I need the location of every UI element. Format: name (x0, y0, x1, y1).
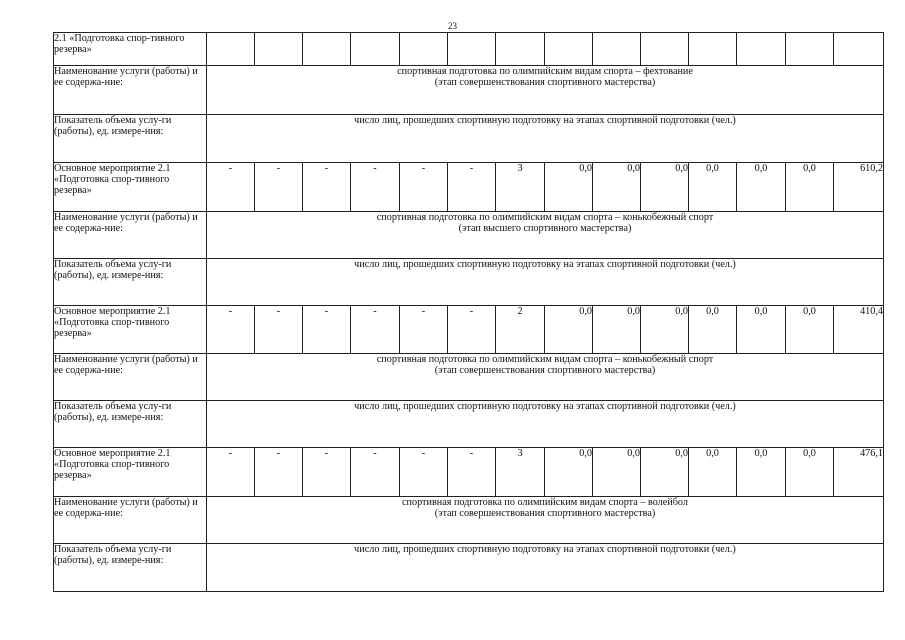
cell: 610,2 (834, 163, 884, 212)
service-name-label: Наименование услуги (работы) и ее содержа-ние: (54, 354, 207, 401)
service-title: спортивная подготовка по олимпийским видам спорта – фехтование (397, 66, 693, 77)
indicator-label: Показатель объема услу-ги (работы), ед. измере-ния: (54, 544, 207, 592)
cell (786, 33, 834, 66)
cell (255, 33, 303, 66)
service-stage: (этап совершенствования спортивного мастерства) (434, 365, 656, 376)
row-label: Основное мероприятие 2.1 «Подготовка спор-тивного резерва» (54, 163, 207, 212)
cell: - (400, 163, 448, 212)
cell: - (400, 448, 448, 497)
service-stage: (этап совершенствования спортивного мастерства) (434, 508, 656, 519)
cell (400, 33, 448, 66)
table-row (54, 33, 884, 66)
cell: - (255, 448, 303, 497)
cell (593, 33, 641, 66)
cell: 476,1 (834, 448, 884, 497)
service-stage: (этап высшего спортивного мастерства) (458, 223, 632, 234)
table-row (54, 354, 884, 401)
cell: 0,0 (593, 163, 641, 212)
table-row (54, 306, 884, 354)
cell: 0,0 (641, 163, 689, 212)
services-table (53, 32, 884, 592)
service-name-label: Наименование услуги (работы) и ее содержа-ние: (54, 66, 207, 115)
cell: - (207, 163, 255, 212)
service-description (207, 354, 884, 401)
cell: - (303, 448, 351, 497)
service-title: спортивная подготовка по олимпийским видам спорта – волейбол (402, 497, 688, 508)
cell (689, 33, 737, 66)
cell: 0,0 (641, 448, 689, 497)
cell (496, 33, 545, 66)
service-name-label: Наименование услуги (работы) и ее содержа-ние: (54, 212, 207, 259)
cell: 410,4 (834, 306, 884, 354)
cell: - (448, 448, 496, 497)
table-row (54, 66, 884, 115)
cell: 0,0 (593, 306, 641, 354)
cell: 0,0 (545, 448, 593, 497)
row-label: Основное мероприятие 2.1 «Подготовка спор-тивного резерва» (54, 306, 207, 354)
cell: 2 (496, 306, 545, 354)
cell (303, 33, 351, 66)
service-name-label: Наименование услуги (работы) и ее содержа-ние: (54, 497, 207, 544)
cell: 0,0 (737, 163, 786, 212)
table-row (54, 163, 884, 212)
cell (207, 33, 255, 66)
cell (448, 33, 496, 66)
cell: 0,0 (786, 163, 834, 212)
cell: - (207, 448, 255, 497)
cell: 0,0 (737, 306, 786, 354)
cell: - (255, 163, 303, 212)
service-description (207, 212, 884, 259)
indicator-text: число лиц, прошедших спортивную подготовку на этапах спортивной подготовки (чел.) (207, 259, 884, 306)
service-stage: (этап совершенствования спортивного мастерства) (434, 77, 656, 88)
service-description (207, 66, 884, 115)
cell: - (207, 306, 255, 354)
service-title: спортивная подготовка по олимпийским видам спорта – конькобежный спорт (376, 354, 714, 365)
cell: - (351, 163, 400, 212)
cell (351, 33, 400, 66)
row-label: 2.1 «Подготовка спор-тивного резерва» (54, 33, 207, 66)
cell: 0,0 (593, 448, 641, 497)
cell (545, 33, 593, 66)
cell: - (303, 163, 351, 212)
table-row (54, 115, 884, 163)
table-row (54, 259, 884, 306)
indicator-label: Показатель объема услу-ги (работы), ед. измере-ния: (54, 115, 207, 163)
cell: 0,0 (545, 306, 593, 354)
indicator-text: число лиц, прошедших спортивную подготовку на этапах спортивной подготовки (чел.) (207, 401, 884, 448)
cell (737, 33, 786, 66)
cell: 0,0 (786, 306, 834, 354)
cell: - (303, 306, 351, 354)
cell: 0,0 (786, 448, 834, 497)
cell: - (255, 306, 303, 354)
indicator-label: Показатель объема услу-ги (работы), ед. измере-ния: (54, 259, 207, 306)
indicator-text: число лиц, прошедших спортивную подготовку на этапах спортивной подготовки (чел.) (207, 544, 884, 592)
indicator-label: Показатель объема услу-ги (работы), ед. измере-ния: (54, 401, 207, 448)
page-number: 23 (448, 21, 457, 31)
table-row (54, 497, 884, 544)
cell: - (448, 306, 496, 354)
cell: - (351, 306, 400, 354)
cell: 0,0 (641, 306, 689, 354)
cell: 3 (496, 163, 545, 212)
cell: 0,0 (689, 448, 737, 497)
cell: 0,0 (545, 163, 593, 212)
cell (834, 33, 884, 66)
cell: 3 (496, 448, 545, 497)
cell: 0,0 (689, 163, 737, 212)
indicator-text: число лиц, прошедших спортивную подготовку на этапах спортивной подготовки (чел.) (207, 115, 884, 163)
row-label: Основное мероприятие 2.1 «Подготовка спор-тивного резерва» (54, 448, 207, 497)
cell: 0,0 (689, 306, 737, 354)
table-row (54, 401, 884, 448)
cell: 0,0 (737, 448, 786, 497)
cell (641, 33, 689, 66)
cell: - (448, 163, 496, 212)
table-row (54, 212, 884, 259)
service-description (207, 497, 884, 544)
table-row (54, 448, 884, 497)
table-row (54, 544, 884, 592)
cell: - (351, 448, 400, 497)
service-title: спортивная подготовка по олимпийским видам спорта – конькобежный спорт (376, 212, 714, 223)
cell: - (400, 306, 448, 354)
